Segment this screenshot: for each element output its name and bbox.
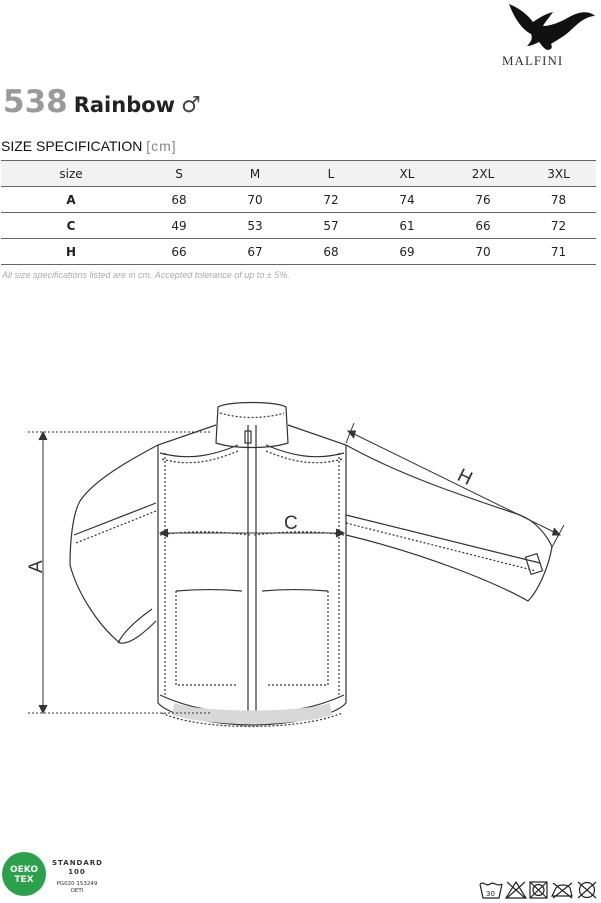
- oeko-logo-line2: TEX: [14, 875, 34, 885]
- dimension-c: [160, 529, 344, 537]
- table-cell: 78: [521, 187, 596, 213]
- dimension-h-label: H: [453, 464, 476, 490]
- dimension-c-label: C: [284, 513, 298, 534]
- table-cell: 49: [141, 213, 217, 239]
- no-tumble-dry-icon: [530, 882, 547, 898]
- oeko-code-line2: OETI: [70, 888, 84, 894]
- table-cell: 67: [217, 239, 293, 265]
- table-cell: 68: [293, 239, 369, 265]
- table-header-cell: S: [141, 161, 217, 187]
- tolerance-note: All size specifications listed are in cm. Accepted tolerance of up to ± 5%.: [2, 270, 290, 280]
- oeko-standard-line1: STANDARD: [52, 859, 103, 867]
- oeko-tex-logo: [2, 852, 46, 896]
- table-header-row: [1, 161, 596, 187]
- table-cell: 71: [521, 239, 596, 265]
- table-cell: 57: [293, 213, 369, 239]
- product-code: 538: [3, 84, 68, 120]
- table-row: [1, 187, 596, 213]
- product-title: [3, 84, 201, 120]
- no-bleach-icon: [506, 882, 526, 898]
- oeko-tex-badge: [0, 852, 130, 903]
- table-cell: 74: [369, 187, 445, 213]
- oeko-standard: [52, 859, 102, 877]
- table-header-cell: XL: [369, 161, 445, 187]
- no-dry-clean-icon: [578, 882, 596, 898]
- brand-name: MALFINI: [502, 53, 564, 68]
- oeko-logo-line1: OEKO: [9, 865, 39, 875]
- table-cell: 76: [445, 187, 521, 213]
- eagle-logo-icon: [505, 0, 597, 52]
- jacket-outline: [70, 403, 552, 727]
- table-cell: 72: [293, 187, 369, 213]
- table-header-cell: M: [217, 161, 293, 187]
- gender-symbol: ♂: [181, 93, 201, 118]
- spec-heading: [1, 138, 177, 154]
- row-label: H: [1, 239, 141, 265]
- table-cell: 70: [217, 187, 293, 213]
- care-symbols: [478, 879, 600, 901]
- table-header-cell: 2XL: [445, 161, 521, 187]
- table-cell: 69: [369, 239, 445, 265]
- table-row: [1, 239, 596, 265]
- oeko-standard-line2: 100: [68, 868, 86, 876]
- wash-30-icon: [480, 883, 502, 898]
- spec-unit: [cm]: [146, 138, 177, 154]
- oeko-code-line1: PG020 153249: [56, 881, 98, 887]
- row-label: C: [1, 213, 141, 239]
- table-cell: 68: [141, 187, 217, 213]
- dimension-h: [346, 423, 564, 547]
- dimension-a-label: A: [26, 560, 47, 573]
- wash-temp: 30: [486, 890, 495, 898]
- jacket-diagram: [0, 395, 601, 755]
- table-cell: 66: [141, 239, 217, 265]
- product-name: Rainbow: [73, 93, 176, 117]
- brand-logo: [500, 0, 601, 70]
- table-header-cell: 3XL: [521, 161, 596, 187]
- dimension-a: [28, 432, 210, 713]
- table-cell: 70: [445, 239, 521, 265]
- oeko-certificate: [52, 881, 102, 895]
- table-cell: 53: [217, 213, 293, 239]
- spec-heading-text: SIZE SPECIFICATION: [1, 138, 143, 154]
- table-header-cell: size: [1, 161, 141, 187]
- table-cell: 72: [521, 213, 596, 239]
- table-header-cell: L: [293, 161, 369, 187]
- row-label: A: [1, 187, 141, 213]
- no-iron-icon: [552, 883, 572, 898]
- table-row: [1, 213, 596, 239]
- size-table: [1, 160, 596, 265]
- table-cell: 61: [369, 213, 445, 239]
- table-cell: 66: [445, 213, 521, 239]
